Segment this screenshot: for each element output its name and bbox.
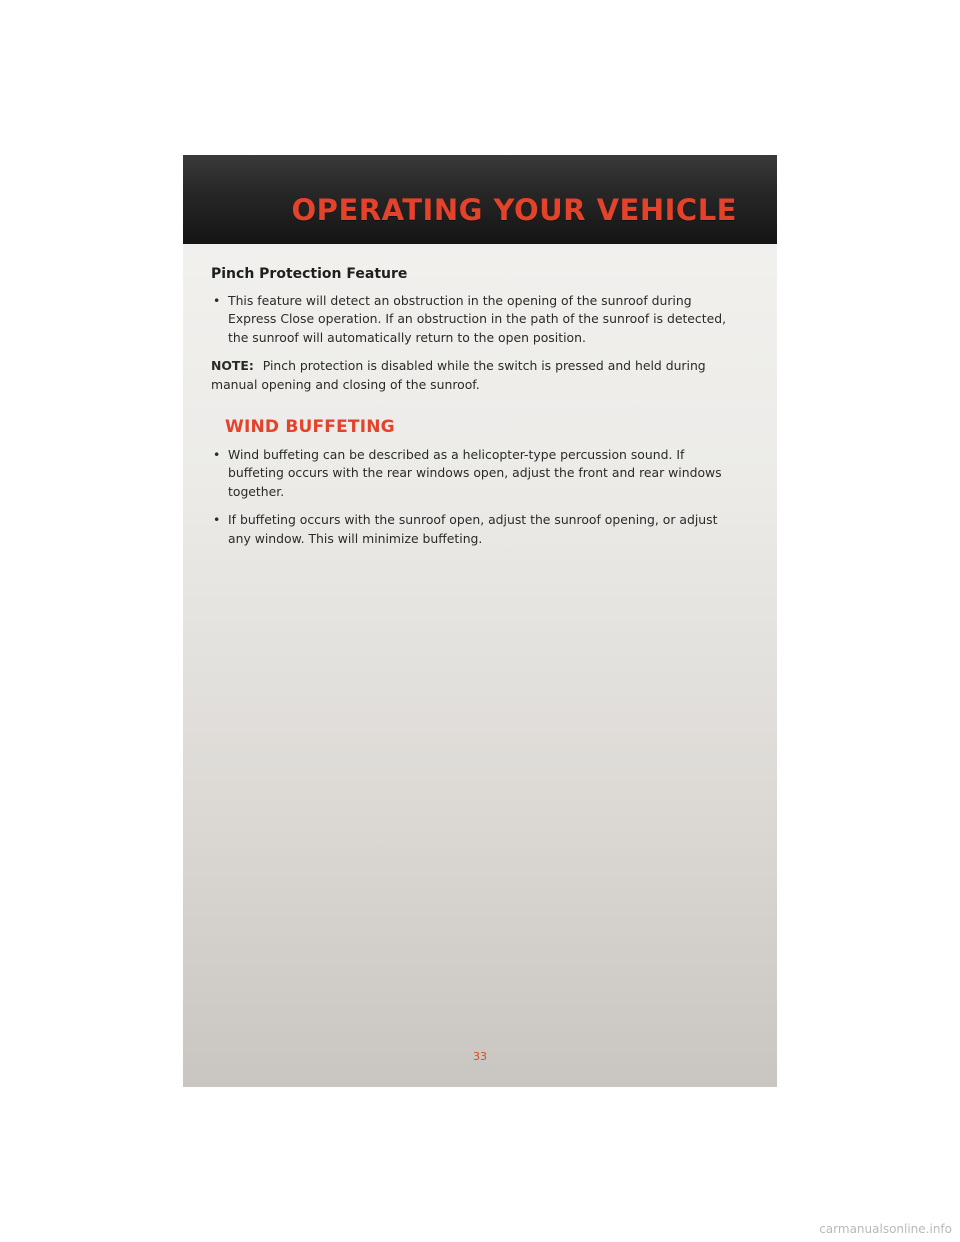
list-item-text: Wind buffeting can be described as a helicopter-type percussion sound. If buffeting occurs with the rear windows open, adjust the front and rear windows together. bbox=[228, 447, 722, 499]
wind-buffeting-list bbox=[183, 446, 777, 548]
list-item bbox=[183, 511, 777, 548]
bullet-icon: • bbox=[213, 512, 221, 528]
page-content bbox=[183, 266, 777, 558]
page-number: 33 bbox=[473, 1050, 487, 1063]
pinch-protection-list bbox=[183, 292, 777, 347]
note-text: Pinch protection is disabled while the switch is pressed and held during manual opening and closing of the sunroof. bbox=[211, 358, 706, 392]
bullet-icon: • bbox=[213, 293, 221, 308]
page-header-banner bbox=[183, 155, 777, 244]
note-paragraph bbox=[211, 357, 737, 394]
bullet-icon: • bbox=[213, 447, 221, 463]
wind-buffeting-heading: WIND BUFFETING bbox=[225, 417, 395, 438]
note-label: NOTE: bbox=[211, 358, 254, 374]
site-watermark: carmanualsonline.info bbox=[819, 1222, 952, 1236]
manual-page bbox=[183, 155, 777, 1087]
list-item-text: This feature will detect an obstruction in the opening of the sunroof during Express Close operation. If an obstruction in the path of the sunroof is detected, the sunroof will automatically return to the open position. bbox=[228, 293, 727, 345]
pinch-protection-heading: Pinch Protection Feature bbox=[211, 266, 408, 282]
list-item bbox=[183, 292, 777, 347]
list-item-text: If buffeting occurs with the sunroof open, adjust the sunroof opening, or adjust any window. This will minimize buffeting. bbox=[228, 512, 718, 546]
list-item bbox=[183, 446, 777, 501]
page-header-title: OPERATING YOUR VEHICLE bbox=[291, 193, 737, 227]
